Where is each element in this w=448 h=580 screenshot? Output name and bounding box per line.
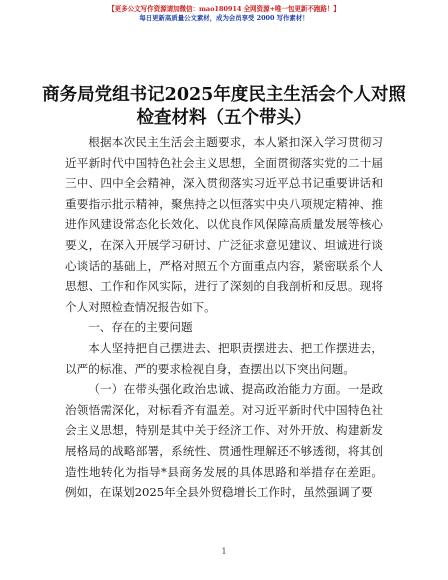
- promo-banner: [0, 5, 448, 23]
- promo-banner-line-1: 【更多公文写作资源请加微信：mao180914 全网资源+唯一包更新不跑路！】: [108, 5, 340, 13]
- item-paragraph: （一）在带头强化政治忠诚、提高政治能力方面。一是政治领悟需深化，对标看齐有温差。对习近平新时代中国特色社会主义思想，特别是其中关于经济工作、对外开放、构建新发展格局的战略部署，系统性、贯通性理解还不够透彻，将其创造性地转化为指导*县商务发展的具体思路和举措存在差距。例如，在谋划2025年全县外贸稳增长工作时，虽然强调了要: [65, 382, 383, 500]
- document-title: 商务局党组书记2025年度民主生活会个人对照检查材料（五个带头）: [42, 85, 406, 128]
- section-paragraph: 本人坚持把自己摆进去、把职责摆进去、把工作摆进去，以严的标准、严的要求检视自身，查摆出以下突出问题。: [65, 340, 383, 376]
- document-body: [65, 132, 383, 503]
- page-number: 1: [221, 547, 227, 556]
- section-heading: 一、存在的主要问题: [88, 320, 193, 335]
- intro-paragraph: 根据本次民主生活会主题要求，本人紧扣深入学习贯彻习近平新时代中国特色社会主义思想，全面贯彻落实党的二十届三中、四中全会精神，深入贯彻落实习近平总书记重要讲话和重要指示批示精神，聚焦持之以恒落实中央八项规定精神、推进作风建设常态化长效化、以优良作风保障高质量发展等核心要义，在深入开展学习研讨、广泛征求意见建议、坦诚进行谈心谈话的基础上，严格对照五个方面重点内容，紧密联系个人思想、工作和作风实际，进行了深刻的自我剖析和反思。现将个人对照检查情况报告如下。: [65, 135, 383, 314]
- promo-banner-line-2: 每日更新高质量公文素材，成为会员享受 2000 写作素材！: [139, 14, 309, 22]
